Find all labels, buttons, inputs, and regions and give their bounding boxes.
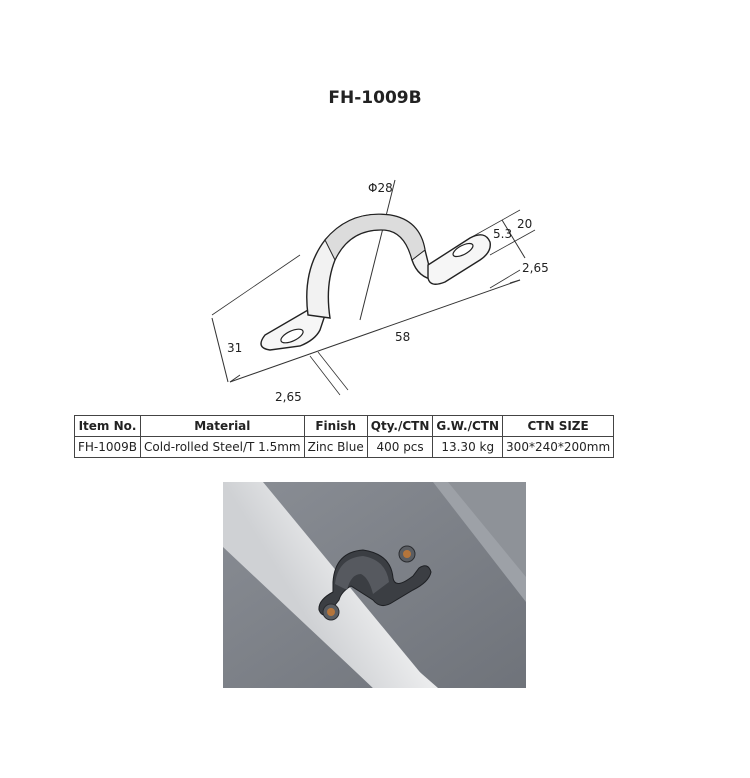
height-dimension-line (212, 318, 228, 382)
diameter-label: Φ28 (368, 181, 393, 195)
thickness-left-label: 2,65 (275, 390, 302, 404)
screw-top (403, 550, 411, 558)
header-item-no: Item No. (75, 416, 141, 437)
height-label: 31 (227, 341, 243, 355)
cell-item-no: FH-1009B (75, 437, 141, 458)
header-gw: G.W./CTN (433, 416, 503, 437)
cell-ctn-size: 300*240*200mm (503, 437, 614, 458)
technical-drawing (190, 170, 570, 410)
cell-material: Cold-rolled Steel/T 1.5mm (141, 437, 305, 458)
product-title: FH-1009B (328, 88, 422, 108)
spec-table (74, 415, 614, 458)
width-label: 20 (517, 217, 533, 231)
clamp-arch-inner (325, 214, 425, 260)
length-label: 58 (395, 330, 411, 344)
header-qty: Qty./CTN (367, 416, 433, 437)
cell-qty: 400 pcs (367, 437, 433, 458)
thickness-right-label: 2,65 (522, 261, 549, 275)
screw-bottom (327, 608, 335, 616)
installation-render (223, 482, 526, 688)
header-finish: Finish (304, 416, 367, 437)
header-material: Material (141, 416, 305, 437)
cell-gw: 13.30 kg (433, 437, 503, 458)
table-header-row (75, 416, 614, 437)
header-ctn-size: CTN SIZE (503, 416, 614, 437)
clamp-right-foot (428, 235, 490, 284)
cell-finish: Zinc Blue (304, 437, 367, 458)
table-row (75, 437, 614, 458)
diameter-leader (360, 180, 395, 320)
hole-label: 5.3 (493, 227, 513, 241)
